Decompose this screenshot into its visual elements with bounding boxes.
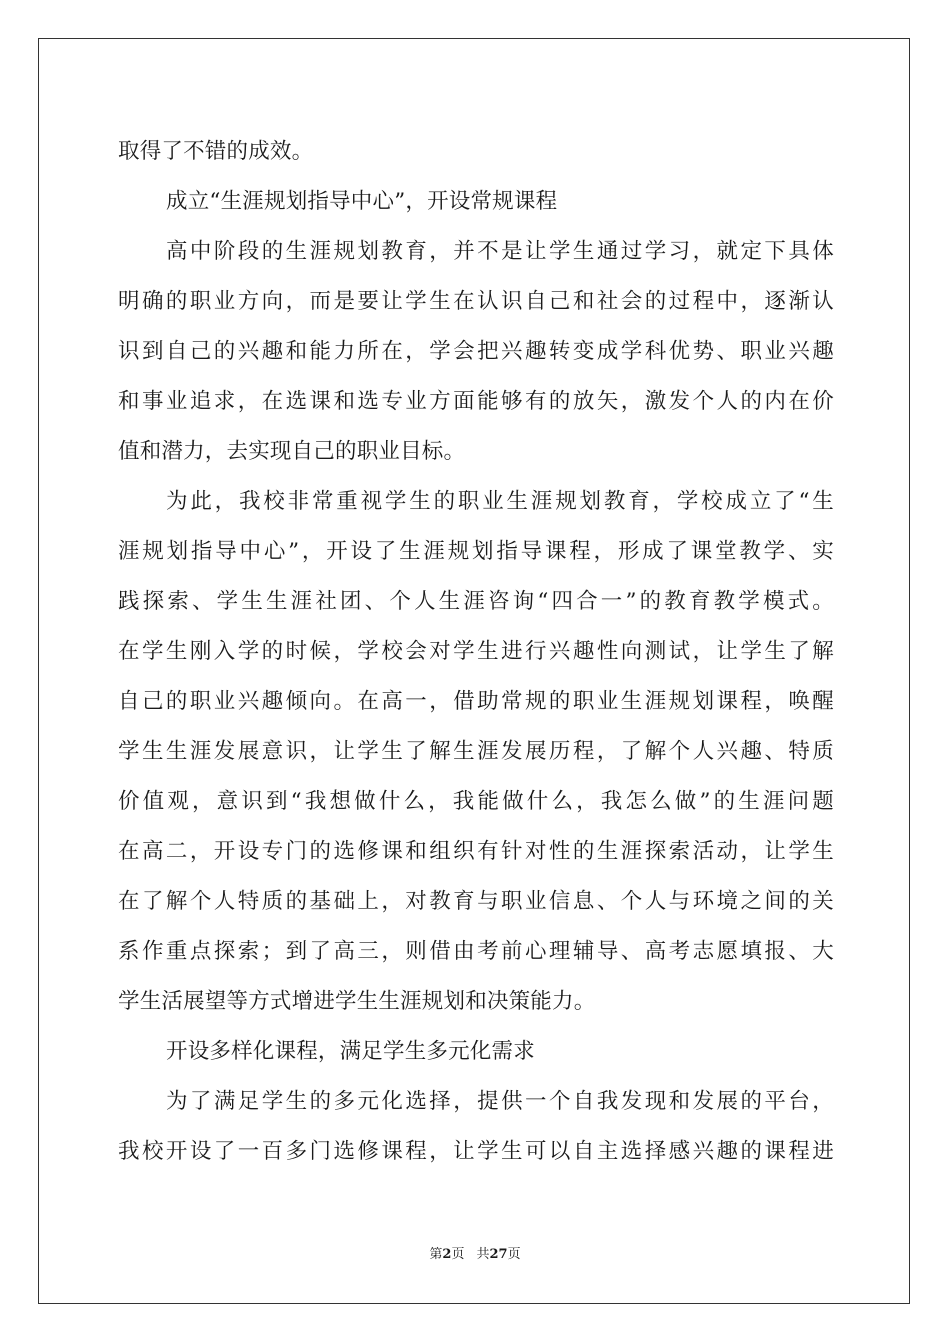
text-line-17: 系作重点探索；到了高三，则借由考前心理辅导、高考志愿填报、大: [118, 939, 834, 964]
text-line-21: 我校开设了一百多门选修课程，让学生可以自主选择感兴趣的课程进: [118, 1139, 834, 1164]
text-line-20: 为了满足学生的多元化选择，提供一个自我发现和发展的平台，: [166, 1089, 834, 1114]
total-prefix: 共: [476, 1247, 490, 1262]
text-line-4: 明确的职业方向，而是要让学生在认识自己和社会的过程中，逐渐认: [118, 289, 834, 314]
text-line-14: 价值观，意识到“我想做什么，我能做什么，我怎么做”的生涯问题: [118, 789, 834, 814]
text-line-8: 为此，我校非常重视学生的职业生涯规划教育，学校成立了“生: [166, 489, 834, 514]
text-line-5: 识到自己的兴趣和能力所在，学会把兴趣转变成学科优势、职业兴趣: [118, 339, 834, 364]
text-line-16: 在了解个人特质的基础上，对教育与职业信息、个人与环境之间的关: [118, 889, 834, 914]
section-heading-2: 开设多样化课程，满足学生多元化需求: [166, 1039, 535, 1064]
text-line-3: 高中阶段的生涯规划教育，并不是让学生通过学习，就定下具体: [166, 239, 834, 264]
text-line-11: 在学生刚入学的时候，学校会对学生进行兴趣性向测试，让学生了解: [118, 639, 834, 664]
text-line-9: 涯规划指导中心”，开设了生涯规划指导课程，形成了课堂教学、实: [118, 539, 834, 564]
total-page-count: 27: [489, 1247, 508, 1262]
total-suffix: 页: [507, 1247, 521, 1262]
current-page-number: 2: [442, 1247, 452, 1262]
text-line-7: 值和潜力，去实现自己的职业目标。: [118, 439, 466, 464]
text-line-1: 取得了不错的成效。: [118, 139, 314, 164]
text-line-13: 学生生涯发展意识，让学生了解生涯发展历程，了解个人兴趣、特质: [118, 739, 834, 764]
section-heading-1: 成立“生涯规划指导中心”，开设常规课程: [166, 189, 558, 214]
page-suffix: 页: [451, 1247, 465, 1262]
text-line-6: 和事业追求，在选课和选专业方面能够有的放矢，激发个人的内在价: [118, 389, 834, 414]
text-line-10: 践探索、学生生涯社团、个人生涯咨询“四合一”的教育教学模式。: [118, 589, 834, 614]
page-footer: [0, 1246, 950, 1264]
page-prefix: 第: [429, 1247, 443, 1262]
text-line-12: 自己的职业兴趣倾向。在高一，借助常规的职业生涯规划课程，唤醒: [118, 689, 834, 714]
text-line-15: 在高二，开设专门的选修课和组织有针对性的生涯探索活动，让学生: [118, 839, 834, 864]
text-line-18: 学生活展望等方式增进学生生涯规划和决策能力。: [118, 989, 596, 1014]
